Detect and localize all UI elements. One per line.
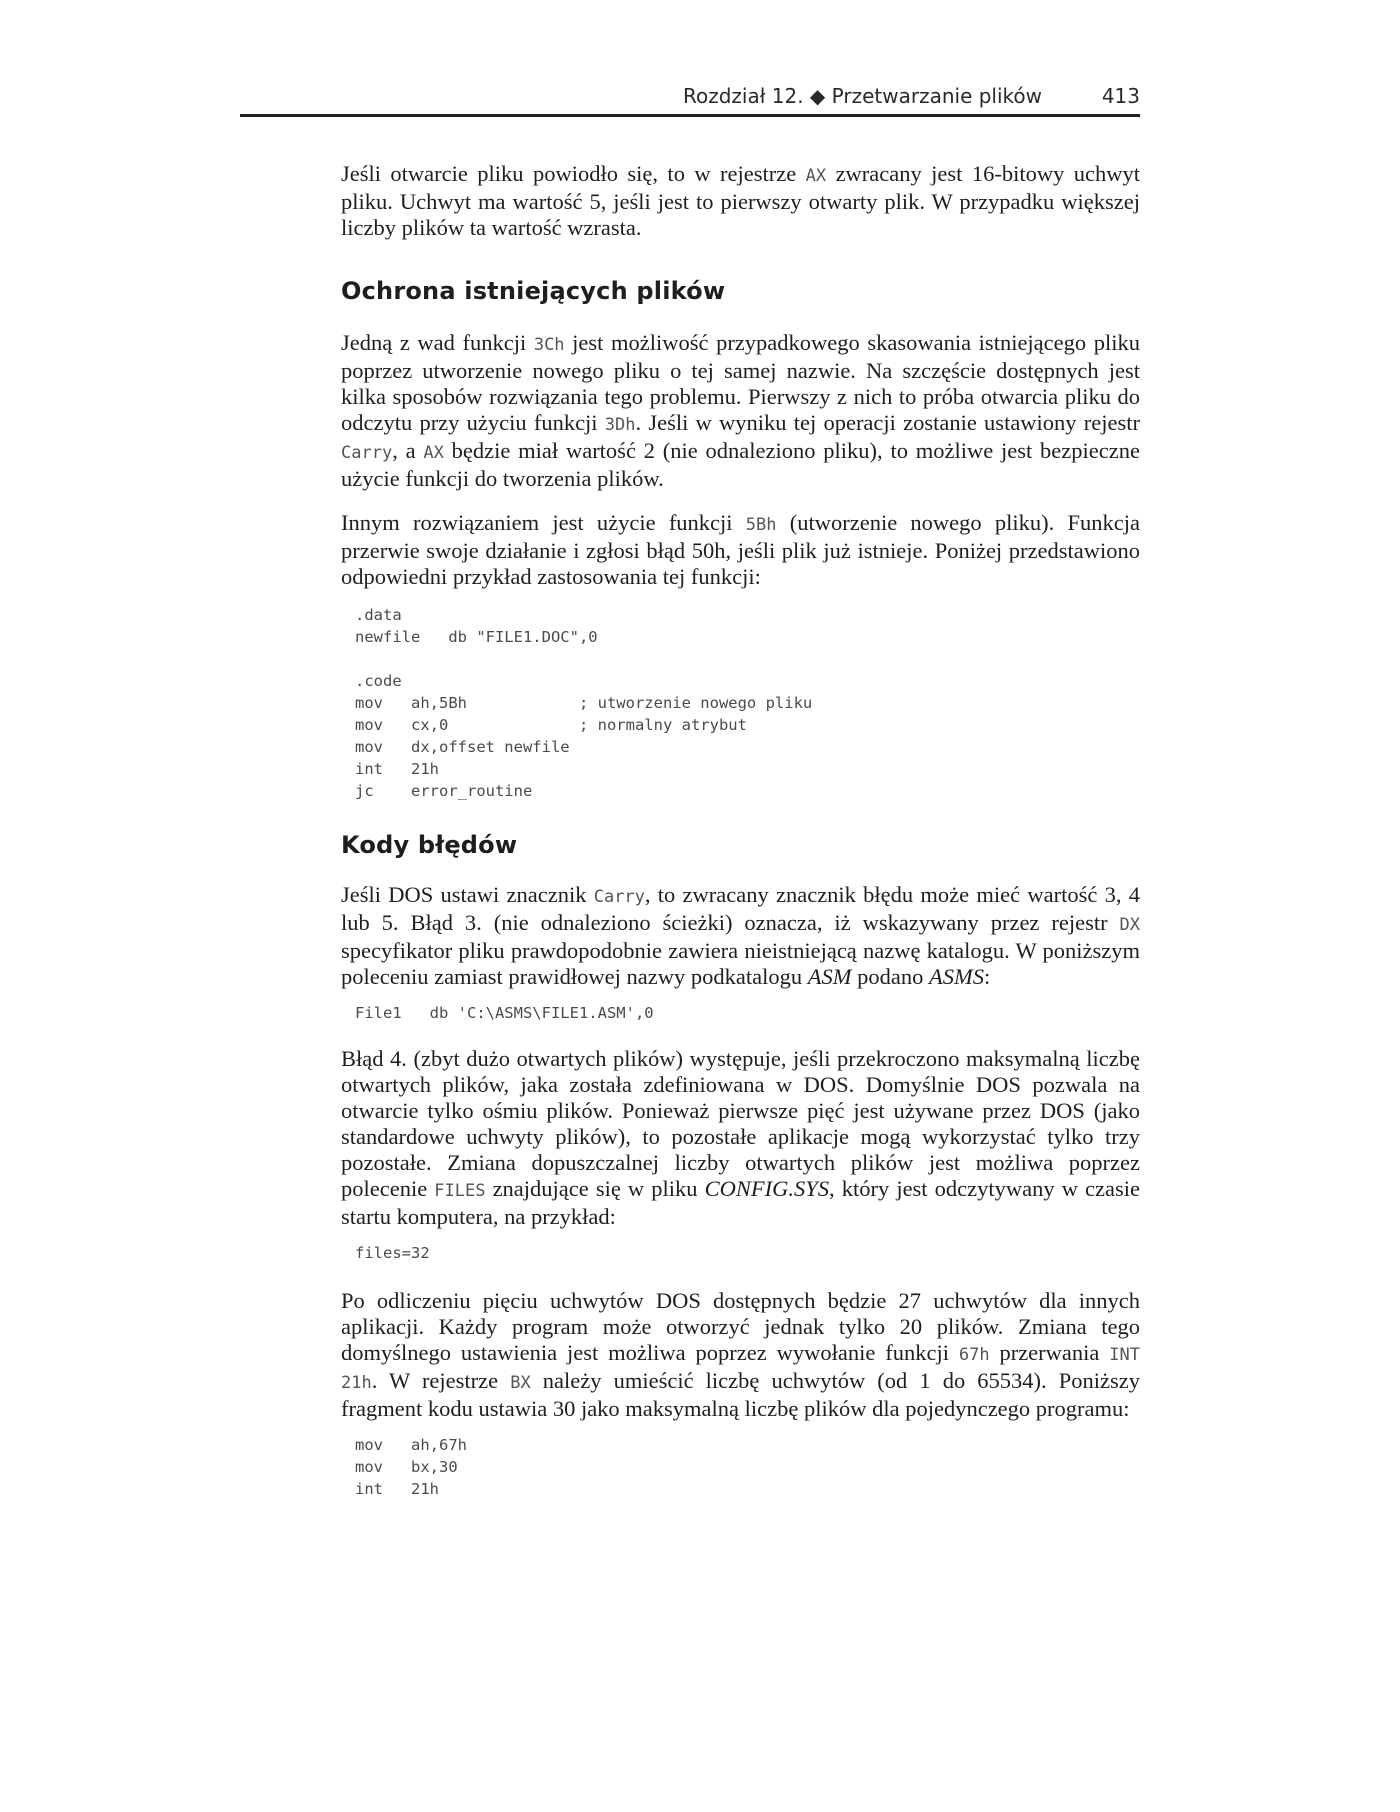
italic-text: ASM [807, 964, 852, 989]
running-header [240, 80, 1140, 117]
italic-text: CONFIG.SYS [704, 1176, 830, 1201]
paragraph-file-handle [341, 161, 1140, 241]
text: , to zwracany znacznik błędu może mieć wartość 3, 4 lub 5. Błąd 3. (nie odnaleziono ścieżki) oznacza, iż wskazywany przez rejestr [341, 882, 1140, 935]
text: specyfikator pliku prawdopodobnie zawiera nieistniejącą nazwę katalogu. W poniższym poleceniu zamiast prawidłowej nazwy podkatalogu [341, 938, 1140, 989]
text: (utworzenie nowego pliku). Funkcja przerwie swoje działanie i zgłosi błąd 50h, jeśli plik już istnieje. Poniżej przedstawiono odpowiedni przykład zastosowania tej funkcji: [341, 510, 1140, 589]
inline-code: 3Ch [533, 335, 565, 355]
text: należy umieścić liczbę uchwytów (od 1 do 65534). Poniższy fragment kodu ustawia 30 jako maksymalną liczbę plików dla pojedynczego programu: [341, 1368, 1140, 1421]
inline-code: INT 21h [341, 1345, 1140, 1393]
inline-code: FILES [434, 1181, 486, 1201]
text: znajdujące się w pliku [485, 1176, 705, 1201]
text: zwracany jest 16-bitowy uchwyt pliku. Uchwyt ma wartość 5, jeśli jest to pierwszy otwarty plik. W przypadku większej liczby plików ta wartość wzrasta. [341, 161, 1140, 240]
inline-code: DX [1119, 915, 1140, 935]
running-title: Rozdział 12. ◆ Przetwarzanie plików [682, 84, 1042, 108]
text: podano [851, 964, 929, 989]
text: . Jeśli w wyniku tej operacji zostanie ustawiony rejestr [635, 410, 1140, 435]
paragraph-error-3 [341, 882, 1140, 990]
text: . W rejestrze [371, 1368, 511, 1393]
code-block-create-file: .data newfile db "FILE1.DOC",0 .code mov ah,5Bh ; utworzenie nowego pliku mov cx,0 ; normalny atrybut mov dx,offset newfile int 21h jc error_routine [355, 606, 813, 800]
text: Jeśli DOS ustawi znacznik [341, 882, 594, 907]
text: , a [392, 438, 424, 463]
inline-code: AX [423, 443, 444, 463]
text: jest możliwość przypadkowego skasowania istniejącego pliku poprzez utworzenie nowego pliku o tej samej nazwie. Na szczęście dostępnych jest kilka sposobów rozwiązania tego problemu. Pierwszy z nich to próba otwarcia pliku do odczytu przy użyciu funkcji [341, 330, 1140, 435]
inline-code: Carry [341, 443, 393, 463]
inline-code: Carry [593, 887, 645, 907]
italic-text: ASMS [928, 964, 984, 989]
text: , który jest odczytywany w czasie startu komputera, na przykład: [341, 1176, 1140, 1229]
inline-code: 3Dh [604, 415, 636, 435]
page-number: 413 [1101, 84, 1140, 108]
text: będzie miał wartość 2 (nie odnaleziono pliku), to możliwe jest bezpieczne użycie funkcji do tworzenia plików. [341, 438, 1140, 491]
text: : [983, 964, 991, 989]
paragraph-protection [341, 330, 1140, 492]
text: przerwania [989, 1340, 1110, 1365]
inline-code: AX [805, 166, 827, 186]
page-body [341, 161, 1140, 1500]
code-block-files: files=32 [355, 1244, 430, 1262]
text: Błąd 4. (zbyt dużo otwartych plików) występuje, jeśli przekroczono maksymalną liczbę otwartych plików, jaka została zdefiniowana w DOS. Domyślnie DOS pozwala na otwarcie tylko ośmiu plików. Ponieważ pierwsze pięć jest używane przez DOS (jako standardowe uchwyty plików), to pozostałe aplikacje mogą wykorzystać tylko trzy pozostałe. Zmiana dopuszczalnej liczby otwartych plików jest możliwa poprzez polecenie [341, 1046, 1140, 1201]
code-block-set-handles: mov ah,67h mov bx,30 int 21h [355, 1436, 467, 1498]
inline-code: 67h [958, 1345, 990, 1365]
section-heading-protection: Ochrona istniejących plików [341, 277, 726, 305]
text: Jeśli otwarcie pliku powiodło się, to w rejestrze [341, 161, 806, 186]
paragraph-5bh [341, 510, 1140, 590]
paragraph-error-4 [341, 1046, 1140, 1230]
paragraph-handles [341, 1288, 1140, 1422]
text: Innym rozwiązaniem jest użycie funkcji [341, 510, 746, 535]
inline-code: BX [510, 1373, 531, 1393]
inline-code: 5Bh [745, 515, 777, 535]
code-block-file1: File1 db 'C:\ASMS\FILE1.ASM',0 [355, 1004, 654, 1022]
text: Po odliczeniu pięciu uchwytów DOS dostępnych będzie 27 uchwytów dla innych aplikacji. Każdy program może otworzyć jednak tylko 20 plików. Zmiana tego domyślnego ustawienia jest możliwa poprzez wywołanie funkcji [341, 1288, 1140, 1365]
text: Jedną z wad funkcji [341, 330, 534, 355]
section-heading-error-codes: Kody błędów [341, 831, 518, 859]
